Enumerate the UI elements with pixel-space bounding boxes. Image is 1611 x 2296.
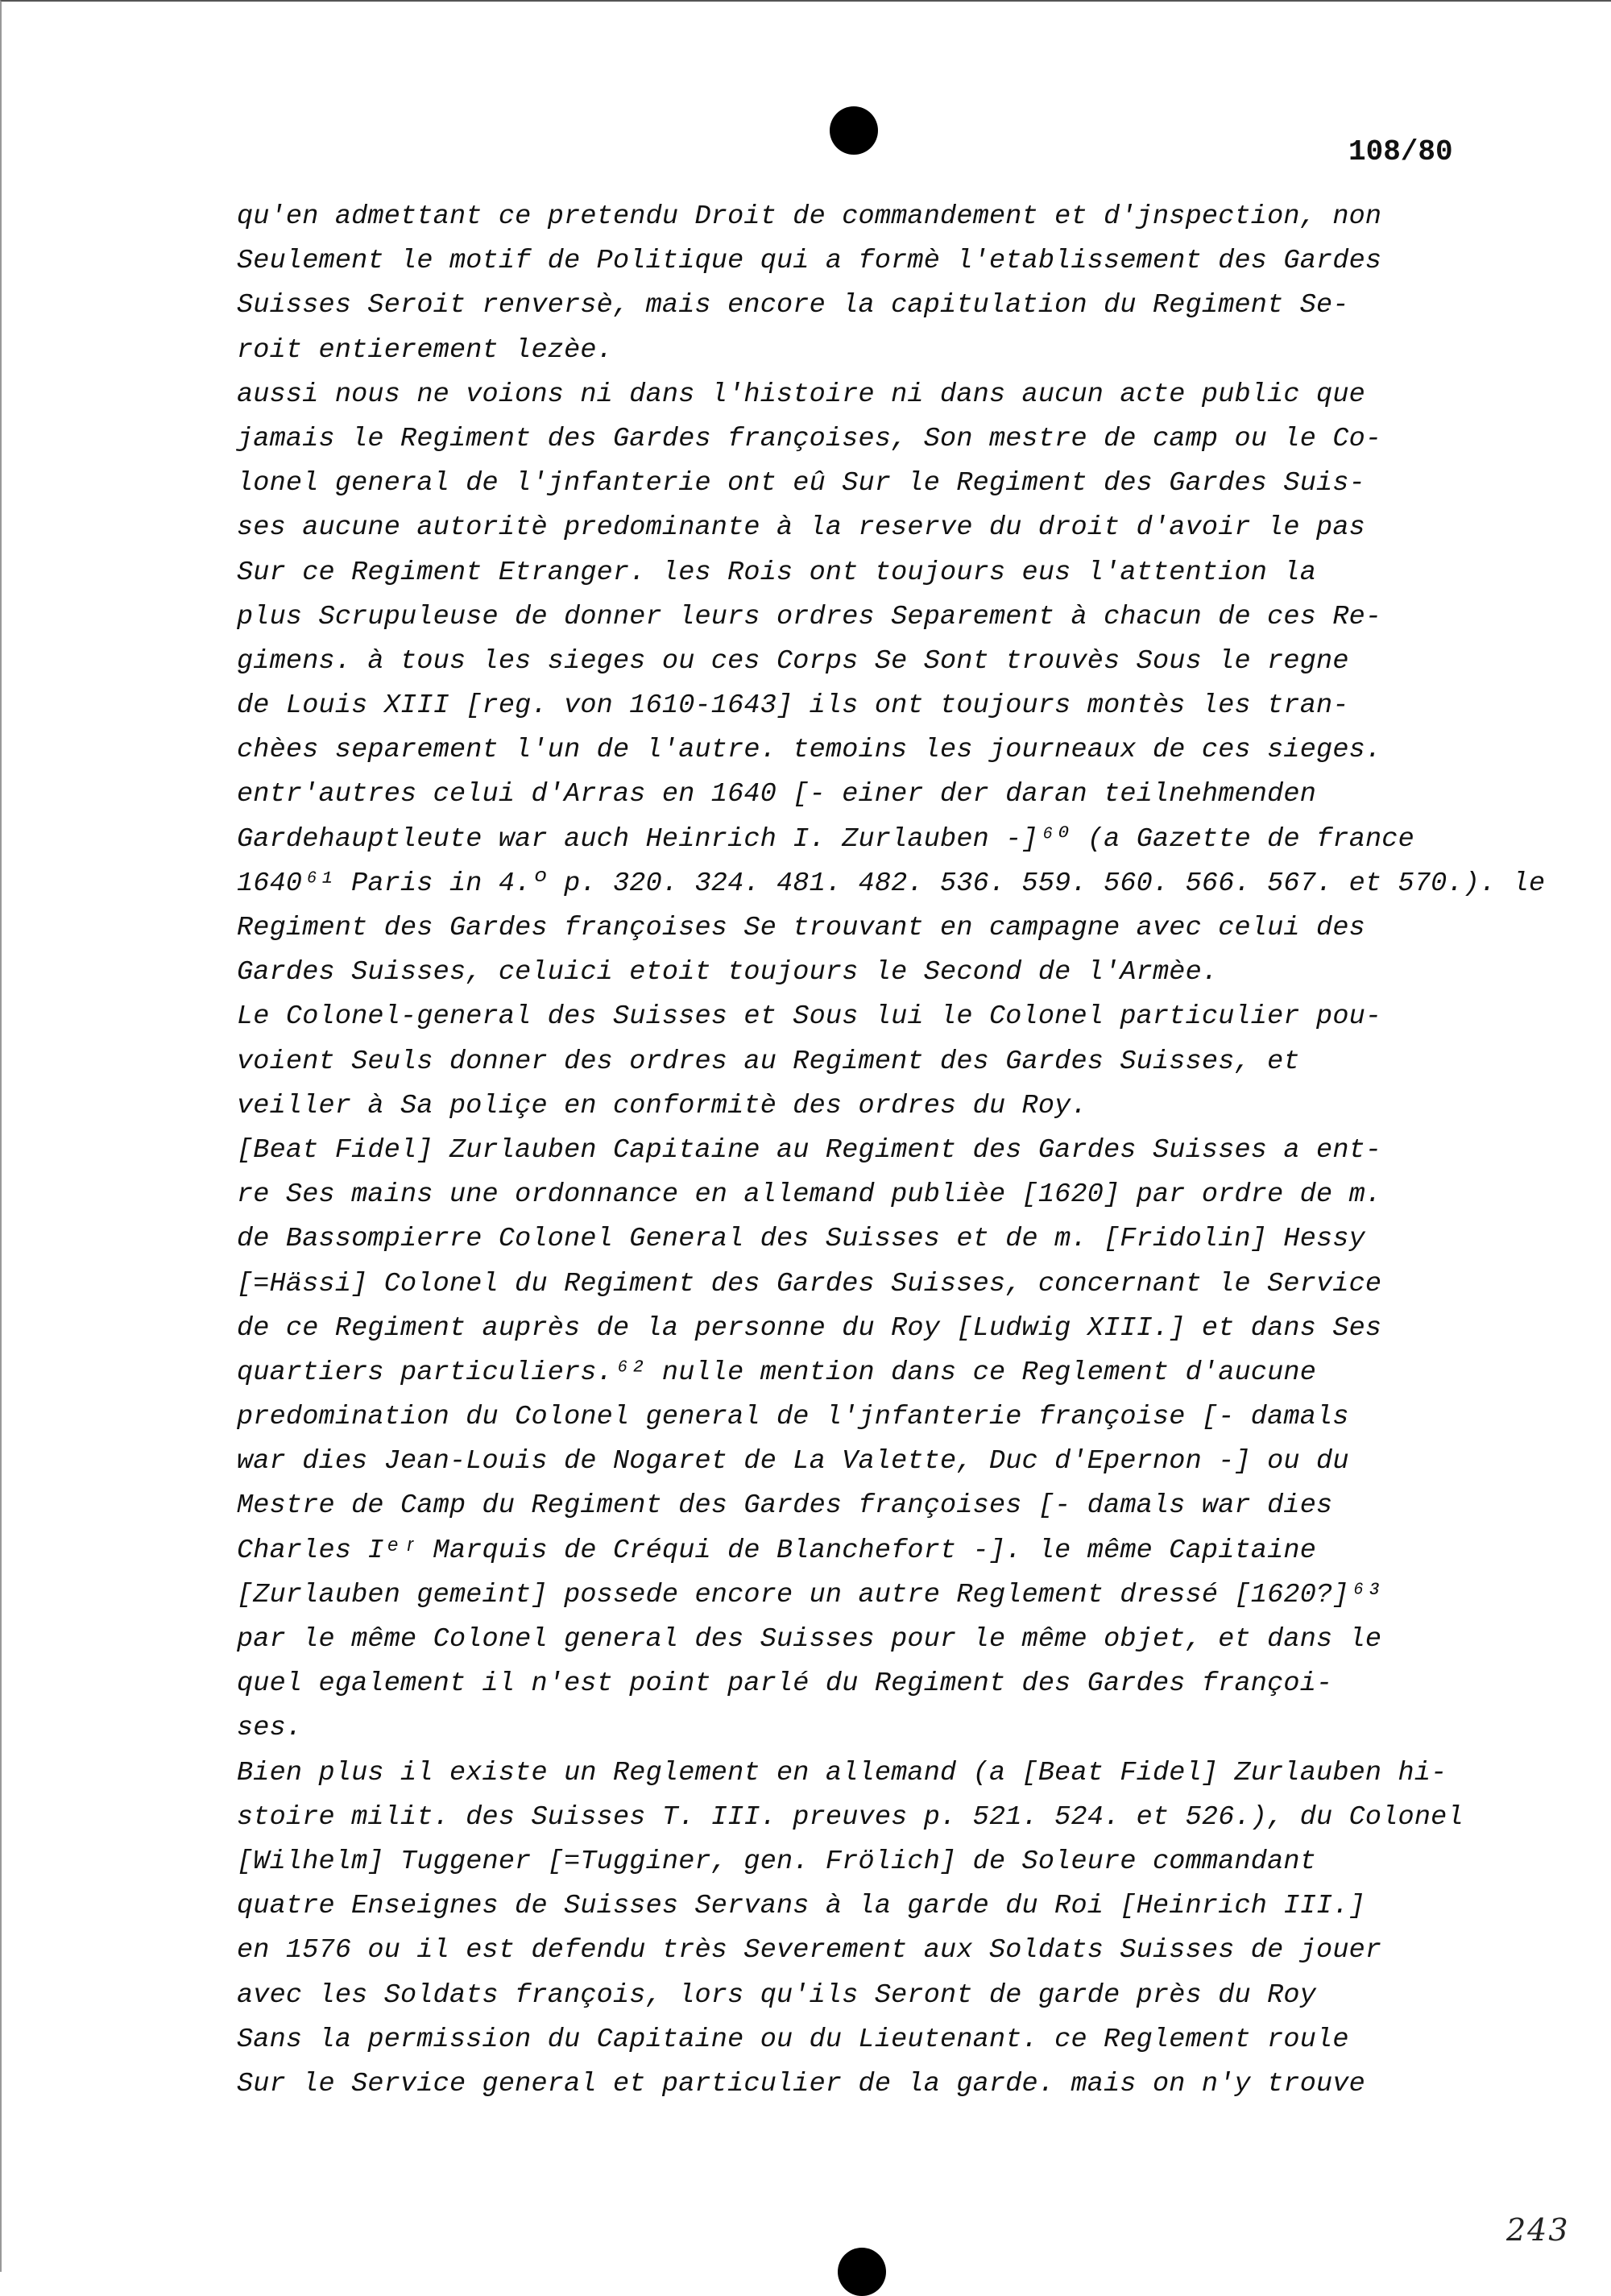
text-line: voient Seuls donner des ordres au Regiment des Gardes Suisses, et (237, 1046, 1300, 1077)
text-line: Sur le Service general et particulier de la garde. mais on n'y trouve (237, 2068, 1365, 2099)
text-line: de Bassompierre Colonel General des Suisses et de m. [Fridolin] Hessy (237, 1224, 1365, 1255)
body-text (237, 195, 1546, 2107)
text-line: de Louis XIII [reg. von 1610-1643] ils ont toujours montès les tran- (237, 690, 1349, 722)
text-line: quatre Enseignes de Suisses Servans à la garde du Roi [Heinrich III.] (237, 1891, 1365, 1922)
text-line: 1640⁶¹ Paris in 4.º p. 320. 324. 481. 482. 536. 559. 560. 566. 567. et 570.). le (237, 868, 1546, 899)
text-line: Gardes Suisses, celuici etoit toujours le Second de l'Armèe. (237, 957, 1219, 988)
text-line: de ce Regiment auprès de la personne du Roy [Ludwig XIII.] et dans Ses (237, 1312, 1382, 1344)
text-line: war dies Jean-Louis de Nogaret de La Valette, Duc d'Epernon -] ou du (237, 1446, 1349, 1477)
text-line: [=Hässi] Colonel du Regiment des Gardes Suisses, concernant le Service (237, 1268, 1382, 1299)
punch-hole-mark-bottom (838, 2248, 886, 2296)
text-line: entr'autres celui d'Arras en 1640 [- einer der daran teilnehmenden (237, 779, 1317, 810)
text-line: Mestre de Camp du Regiment des Gardes françoises [- damals war dies (237, 1490, 1333, 1522)
text-line: gimens. à tous les sieges ou ces Corps Se Sont trouvès Sous le regne (237, 645, 1349, 677)
text-line: [Wilhelm] Tuggener [=Tugginer, gen. Frölich] de Soleure commandant (237, 1846, 1317, 1877)
text-line: ses. (237, 1713, 303, 1744)
text-line: Le Colonel-general des Suisses et Sous lui le Colonel particulier pou- (237, 1001, 1382, 1033)
text-line: plus Scrupuleuse de donner leurs ordres Separement à chacun de ces Re- (237, 601, 1382, 632)
text-line: Bien plus il existe un Reglement en allemand (a [Beat Fidel] Zurlauben hi- (237, 1757, 1447, 1788)
punch-hole-mark (830, 106, 878, 155)
text-line: jamais le Regiment des Gardes françoises, Son mestre de camp ou le Co- (237, 423, 1382, 454)
text-line: [Zurlauben gemeint] possede encore un autre Reglement dressé [1620?]⁶³ (237, 1579, 1382, 1610)
text-line: [Beat Fidel] Zurlauben Capitaine au Regiment des Gardes Suisses a ent- (237, 1134, 1382, 1166)
text-line: Regiment des Gardes françoises Se trouvant en campagne avec celui des (237, 913, 1365, 943)
text-line: stoire milit. des Suisses T. III. preuves p. 521. 524. et 526.), du Colonel (237, 1801, 1464, 1833)
page-number: 108/80 (1348, 135, 1453, 168)
text-line: Sans la permission du Capitaine ou du Lieutenant. ce Reglement roule (237, 2024, 1349, 2055)
text-line: en 1576 ou il est defendu très Severement aux Soldats Suisses de jouer (237, 1935, 1382, 1967)
text-line: predomination du Colonel general de l'jnfanterie françoise [- damals (237, 1402, 1349, 1433)
text-line: par le même Colonel general des Suisses pour le même objet, et dans le (237, 1624, 1382, 1655)
archive-page-number: 243 (1506, 2212, 1570, 2248)
text-line: roit entierement lezèe. (237, 334, 613, 366)
text-line: avec les Soldats françois, lors qu'ils Seront de garde près du Roy (237, 1979, 1317, 2011)
text-line: ses aucune autoritè predominante à la reserve du droit d'avoir le pas (237, 512, 1365, 544)
text-line: veiller à Sa poliçe en conformitè des ordres du Roy. (237, 1090, 1087, 1121)
text-line: qu'en admettant ce pretendu Droit de commandement et d'jnspection, non (237, 201, 1382, 232)
text-line: aussi nous ne voions ni dans l'histoire ni dans aucun acte public que (237, 379, 1365, 410)
text-line: Suisses Seroit renversè, mais encore la capitulation du Regiment Se- (237, 290, 1349, 321)
text-line: quel egalement il n'est point parlé du Regiment des Gardes françoi- (237, 1668, 1333, 1700)
text-line: re Ses mains une ordonnance en allemand publièe [1620] par ordre de m. (237, 1179, 1382, 1211)
text-line: Charles Iᵉʳ Marquis de Créqui de Blanchefort -]. le même Capitaine (237, 1535, 1317, 1566)
text-line: Gardehauptleute war auch Heinrich I. Zurlauben -]⁶⁰ (a Gazette de france (237, 823, 1414, 855)
text-line: lonel general de l'jnfanterie ont eû Sur le Regiment des Gardes Suis- (237, 468, 1365, 499)
text-line: chèes separement l'un de l'autre. temoins les journeaux de ces sieges. (237, 735, 1382, 766)
text-line: Sur ce Regiment Etranger. les Rois ont toujours eus l'attention la (237, 557, 1317, 588)
text-line: Seulement le motif de Politique qui a formè l'etablissement des Gardes (237, 246, 1382, 277)
text-line: quartiers particuliers.⁶² nulle mention dans ce Reglement d'aucune (237, 1357, 1317, 1388)
